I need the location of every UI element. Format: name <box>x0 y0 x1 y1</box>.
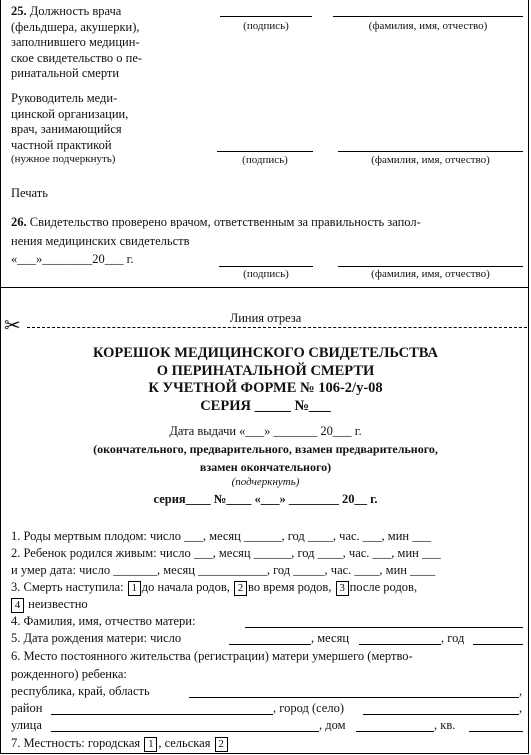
item6-region-label: республика, край, область <box>11 684 150 698</box>
item3-line2 <box>11 597 88 613</box>
item6-line1: 6. Место постоянного жительства (регистрации) матери умершего (мертво- <box>11 649 413 663</box>
item6-street-label: улица <box>11 718 42 732</box>
item7-label: 7. Местность: городская <box>11 736 141 750</box>
item26-name-caption: (фамилия, имя, отчество) <box>371 268 490 280</box>
item3-option4-label: неизвестно <box>28 597 88 611</box>
item25-signature-line[interactable] <box>220 16 312 17</box>
head-name-line[interactable] <box>338 151 523 152</box>
item1-stillbirth[interactable]: 1. Роды мертвым плодом: число ___, месяц ______, год ____, час. ___, мин ___ <box>11 529 431 543</box>
item5-month-field[interactable] <box>359 644 441 645</box>
item3-option4-box[interactable]: 4 <box>11 598 24 613</box>
stub-title-line-3: СЕРИЯ _____ №___ <box>200 397 331 414</box>
item3-option3-label: после родов, <box>349 580 418 594</box>
item6-apt-field[interactable] <box>469 731 523 732</box>
item6-line2: рожденного) ребенка: <box>11 667 127 681</box>
cut-line-label: Линия отреза <box>229 311 302 325</box>
item6-district-label: район <box>11 701 43 715</box>
item5-year-field[interactable] <box>473 644 523 645</box>
item3-option3-box[interactable]: 3 <box>336 581 349 596</box>
item6-city-comma: , <box>519 701 523 715</box>
seal-label: Печать <box>11 186 48 200</box>
item6-region-comma: , <box>519 684 523 698</box>
item3-option2-box[interactable]: 2 <box>234 581 247 596</box>
item25-line-1: (фельдшера, акушерки), <box>11 19 140 34</box>
cut-dashed-line <box>27 327 527 328</box>
item3-option1-label: до начала родов, <box>141 580 230 594</box>
item3-death-timing <box>11 580 417 596</box>
item5-label: 5. Дата рождения матери: число <box>11 631 182 645</box>
item3-label: 3. Смерть наступила: <box>11 580 124 594</box>
item3-option2-label: во время родов, <box>248 580 332 594</box>
item7-locality <box>11 736 229 752</box>
item2-death-date[interactable]: и умер дата: число _______, месяц ___________, год _____, час. ____, мин ____ <box>11 563 436 577</box>
item25-line-2: заполнившего медицин- <box>11 35 140 49</box>
item26-number: 26. <box>11 215 27 229</box>
item6-city-field[interactable] <box>363 714 519 715</box>
scissors-icon: ✂ <box>4 315 21 337</box>
item3-option1-box[interactable]: 1 <box>128 581 141 596</box>
item4-mother-name <box>11 614 195 629</box>
item26-text1: Свидетельство проверено врачом, ответственным за правильность запол- <box>29 215 421 229</box>
head-line-2: врач, занимающийся <box>11 122 122 136</box>
item25-block <box>11 4 142 82</box>
item6-street-field[interactable] <box>51 731 319 732</box>
item5-month-label: , месяц <box>311 631 350 645</box>
item6-city-label: , город (село) <box>273 701 345 715</box>
item25-name-caption: (фамилия, имя, отчество) <box>368 20 488 32</box>
section-divider <box>1 287 528 288</box>
stub-underline-note: (подчеркнуть) <box>231 476 300 488</box>
item6-house-field[interactable] <box>356 731 434 732</box>
item7-urban-box[interactable]: 1 <box>144 737 157 752</box>
item6-district-field[interactable] <box>51 714 273 715</box>
item25-number: 25. <box>11 4 27 18</box>
item4-name-field[interactable] <box>245 627 523 628</box>
head-line-3: частной практикой <box>11 137 112 152</box>
item25-name-line[interactable] <box>333 16 523 17</box>
item26-signature-caption: (подпись) <box>243 268 289 280</box>
item25-line-0: Должность врача <box>29 4 122 18</box>
item2-livebirth[interactable]: 2. Ребенок родился живым: число ___, месяц ______, год ____, час. ___, мин ___ <box>11 546 441 560</box>
item7-rural-label: , сельская <box>158 736 211 750</box>
head-note: (нужное подчеркнуть) <box>11 153 116 165</box>
item26-signature-line[interactable] <box>219 266 313 267</box>
stub-type-line1: (окончательного, предварительного, взамен предварительного, <box>93 442 438 456</box>
item7-rural-box[interactable]: 2 <box>215 737 228 752</box>
item6-apt-label: , кв. <box>434 718 456 732</box>
head-line-0: Руководитель меди- <box>11 91 118 105</box>
stub-title-line-1: О ПЕРИНАТАЛЬНОЙ СМЕРТИ <box>156 362 375 379</box>
stub-title-line-0: КОРЕШОК МЕДИЦИНСКОГО СВИДЕТЕЛЬСТВА <box>92 345 439 361</box>
head-name-caption: (фамилия, имя, отчество) <box>371 154 490 166</box>
item26-line2: нения медицинских свидетельств <box>11 234 190 248</box>
item26-date[interactable]: «___»________20___ г. <box>11 252 134 266</box>
item5-mother-birthdate <box>11 631 181 646</box>
stub-title-line-2: К УЧЕТНОЙ ФОРМЕ № 106-2/у-08 <box>148 380 383 396</box>
item5-day-field[interactable] <box>229 644 311 645</box>
item5-year-label: , год <box>441 631 465 645</box>
item6-house-label: , дом <box>319 718 346 732</box>
stub-series-line[interactable]: серия____ №____ «___» ________ 20__ г. <box>153 492 378 506</box>
stub-title <box>1 345 530 415</box>
item25-line-3: ское свидетельство о пе- <box>11 50 143 65</box>
head-signature-line[interactable] <box>217 151 313 152</box>
item6-region-field[interactable] <box>189 697 519 698</box>
stub-issue-date[interactable]: Дата выдачи «___» _______ 20___ г. <box>169 424 362 438</box>
item26-line1 <box>11 215 421 230</box>
head-block <box>11 91 128 166</box>
stub-type-line2: взамен окончательного) <box>199 460 332 474</box>
item26-name-line[interactable] <box>338 266 523 267</box>
item4-label: 4. Фамилия, имя, отчество матери: <box>11 614 196 628</box>
item25-signature-caption: (подпись) <box>243 20 289 32</box>
item25-line-4: ринатальной смерти <box>11 66 120 80</box>
head-signature-caption: (подпись) <box>242 154 288 166</box>
head-line-1: цинской организации, <box>11 106 129 121</box>
